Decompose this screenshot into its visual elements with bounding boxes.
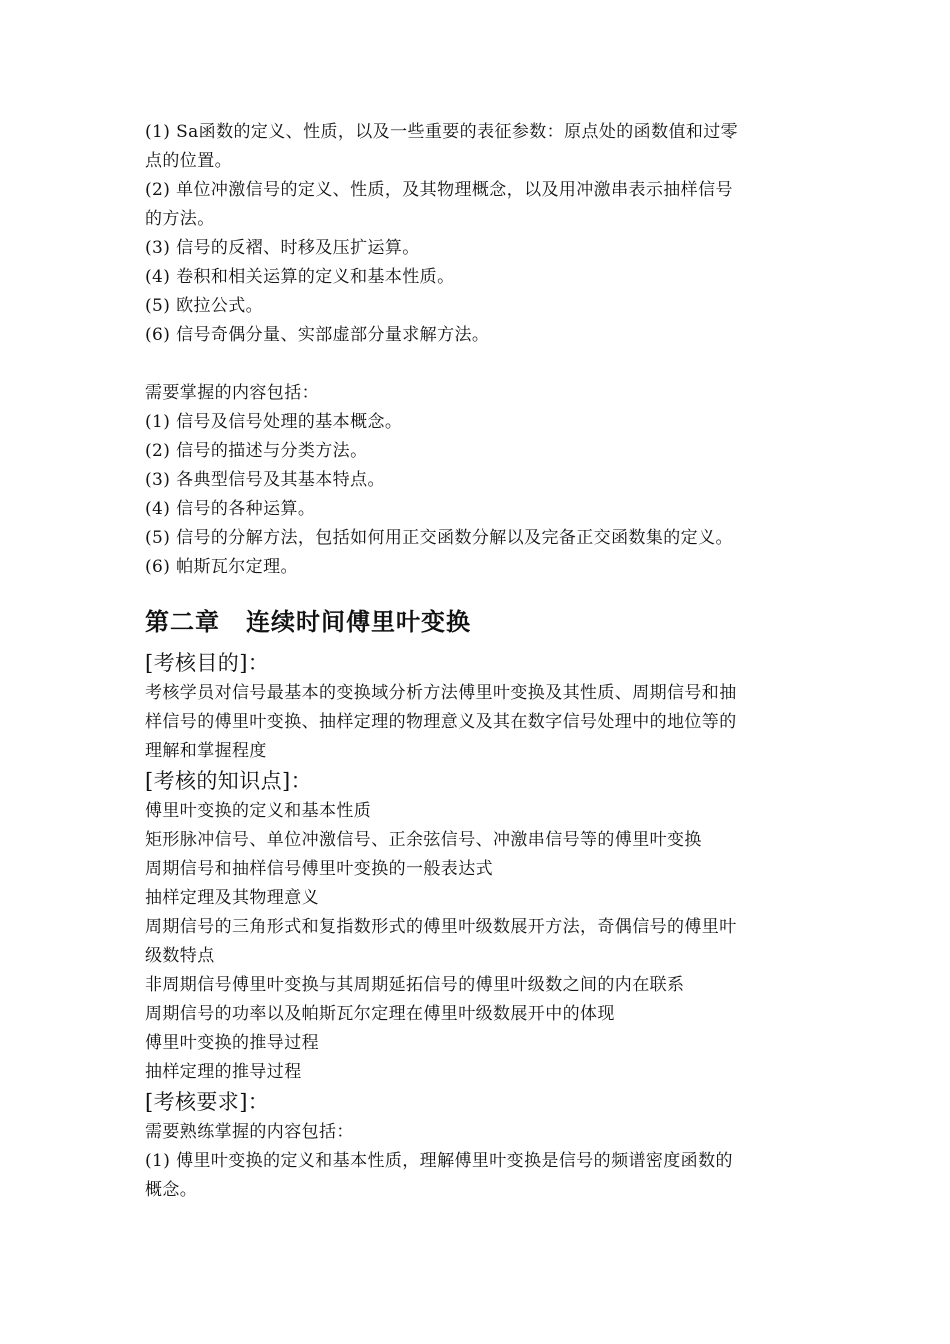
- list-item: (2) 单位冲激信号的定义、性质，及其物理概念，以及用冲激串表示抽样信号: [145, 180, 733, 200]
- list-item: (2) 信号的描述与分类方法。: [145, 441, 368, 461]
- list-item: (3) 各典型信号及其基本特点。: [145, 470, 385, 490]
- list-item: 级数特点: [145, 946, 215, 966]
- list-item: (1) Sa函数的定义、性质，以及一些重要的表征参数：原点处的函数值和过零: [145, 122, 739, 142]
- objective-section: [145, 648, 815, 766]
- list-item: 傅里叶变换的定义和基本性质: [145, 801, 372, 821]
- document-page: [145, 118, 815, 1205]
- list-item: 非周期信号傅里叶变换与其周期延拓信号的傅里叶级数之间的内在联系: [145, 975, 685, 995]
- paragraph-line: 理解和掌握程度: [145, 741, 267, 761]
- list-item: 矩形脉冲信号、单位冲激信号、正余弦信号、冲激串信号等的傅里叶变换: [145, 830, 702, 850]
- section-heading-objective: [考核目的]：: [145, 651, 270, 675]
- knowledge-section: [145, 766, 815, 1087]
- paragraph-line: 需要熟练掌握的内容包括：: [145, 1122, 354, 1142]
- list-item: 周期信号和抽样信号傅里叶变换的一般表达式: [145, 859, 493, 879]
- paragraph-line: 考核学员对信号最基本的变换域分析方法傅里叶变换及其性质、周期信号和抽: [145, 683, 737, 703]
- chapter-number: 第二章: [145, 608, 220, 636]
- spacer: [145, 350, 815, 379]
- chapter-title: 连续时间傅里叶变换: [246, 608, 471, 636]
- section-heading-knowledge: [考核的知识点]：: [145, 769, 312, 793]
- list-item: (3) 信号的反褶、时移及压扩运算。: [145, 238, 420, 258]
- paragraph-line: 概念。: [145, 1180, 198, 1200]
- section-heading-requirements: [考核要求]：: [145, 1090, 270, 1114]
- list-item: 抽样定理的推导过程: [145, 1062, 302, 1082]
- paragraph-line: 样信号的傅里叶变换、抽样定理的物理意义及其在数字信号处理中的地位等的: [145, 712, 737, 732]
- list-item: 周期信号的功率以及帕斯瓦尔定理在傅里叶级数展开中的体现: [145, 1004, 615, 1024]
- top-list: [145, 118, 815, 350]
- list-item: 傅里叶变换的推导过程: [145, 1033, 319, 1053]
- master-section: [145, 379, 815, 582]
- paragraph-line: (1) 傅里叶变换的定义和基本性质，理解傅里叶变换是信号的频谱密度函数的: [145, 1151, 733, 1171]
- list-item: (1) 信号及信号处理的基本概念。: [145, 412, 403, 432]
- list-item: (4) 卷积和相关运算的定义和基本性质。: [145, 267, 455, 287]
- list-item: (6) 帕斯瓦尔定理。: [145, 557, 298, 577]
- list-item: 抽样定理及其物理意义: [145, 888, 319, 908]
- master-heading: 需要掌握的内容包括：: [145, 383, 319, 403]
- list-item: (6) 信号奇偶分量、实部虚部分量求解方法。: [145, 325, 490, 345]
- list-item: (5) 欧拉公式。: [145, 296, 264, 316]
- chapter-heading: [145, 606, 815, 638]
- list-item: (5) 信号的分解方法，包括如何用正交函数分解以及完备正交函数集的定义。: [145, 528, 733, 548]
- list-item: 的方法。: [145, 209, 215, 229]
- requirements-section: [145, 1087, 815, 1205]
- list-item: (4) 信号的各种运算。: [145, 499, 316, 519]
- list-item: 点的位置。: [145, 151, 232, 171]
- list-item: 周期信号的三角形式和复指数形式的傅里叶级数展开方法，奇偶信号的傅里叶: [145, 917, 737, 937]
